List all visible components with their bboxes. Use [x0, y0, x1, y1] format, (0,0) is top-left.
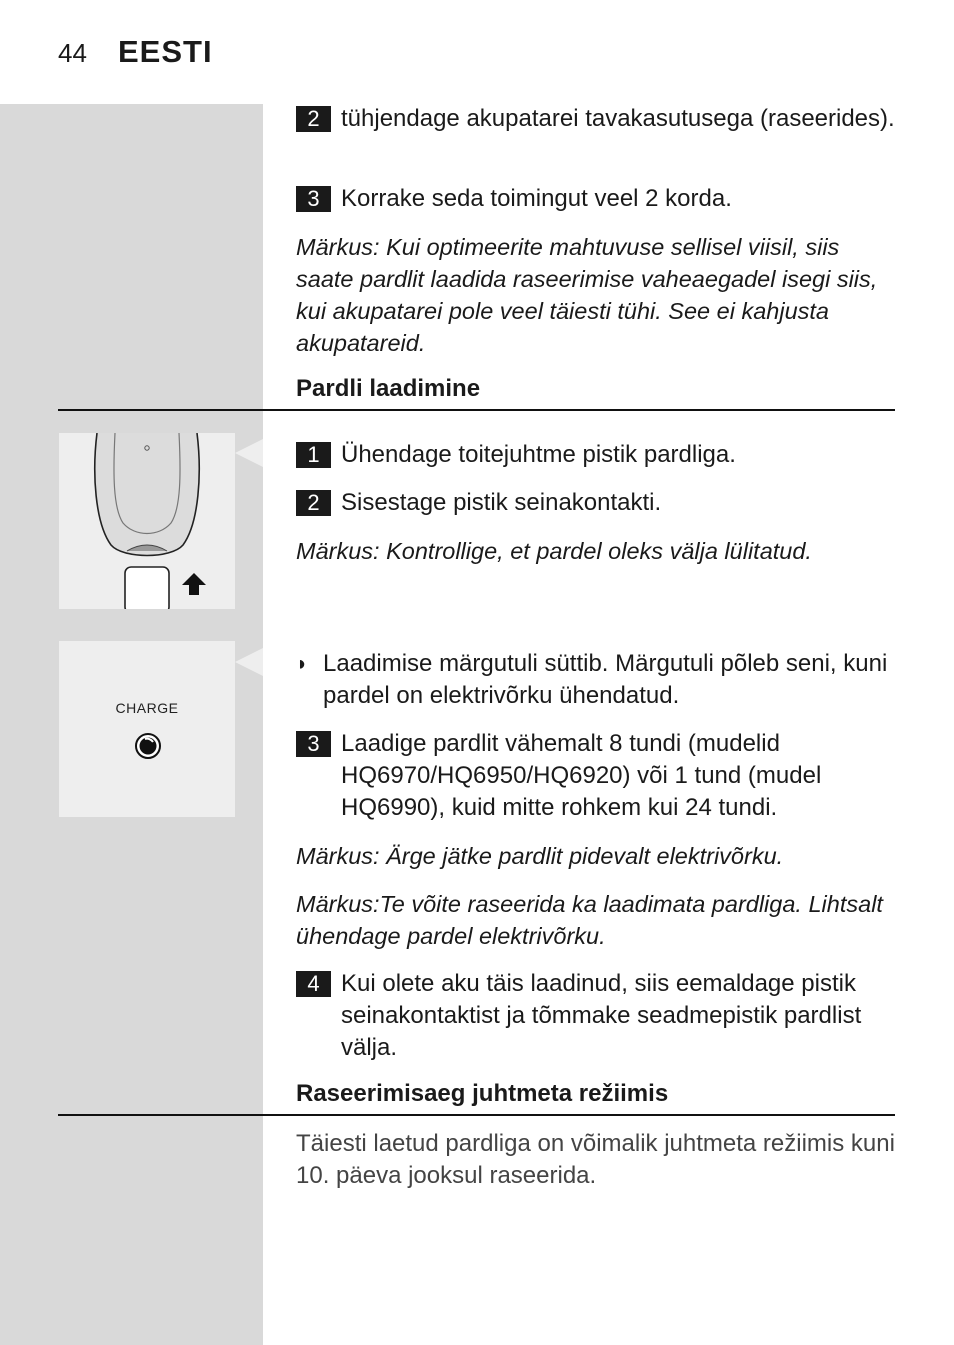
step-text: Ühendage toitejuhtme pistik pardliga. [341, 441, 736, 468]
step-item [296, 183, 896, 215]
step-text: Kui olete aku täis laadinud, siis eemaldage pistik seinakontaktist ja tõmmake seadmepistik pardlist välja. [341, 970, 862, 1061]
body-text: Täiesti laetud pardliga on võimalik juhtmeta režiimis kuni 10. päeva jooksul raseerida. [296, 1130, 895, 1189]
page-number: 44 [58, 38, 87, 68]
charge-light-icon [59, 641, 235, 817]
bullet-text: Laadimise märgutuli süttib. Märgutuli põleb seni, kuni pardel on elektrivõrku ühendatud. [323, 650, 888, 709]
step-text: Laadige pardlit vähemalt 8 tundi (mudelid HQ6970/HQ6950/HQ6920) või 1 tund (mudel HQ6990), kuid mitte rohkem kui 24 tundi. [341, 730, 822, 821]
step-item [296, 103, 896, 135]
step-text: Sisestage pistik seinakontakti. [341, 489, 662, 516]
step-number: 3 [296, 186, 331, 212]
shaver-plug-illustration [59, 433, 235, 609]
bullet-marker-icon: ◗ [296, 653, 309, 675]
step-item [296, 968, 896, 1064]
step-item [296, 439, 896, 471]
step-item [296, 728, 896, 824]
section-heading: Raseerimisaeg juhtmeta režiimis [296, 1080, 669, 1107]
bullet-item [296, 648, 896, 712]
shaver-plug-drawing [59, 433, 235, 609]
step-number: 1 [296, 442, 331, 468]
note-text: Märkus:Te võite raseerida ka laadimata pardliga. Lihtsalt ühendage pardel elektrivõrku. [296, 891, 883, 949]
page-language-title: EESTI [118, 34, 213, 69]
note-text: Märkus: Ärge jätke pardlit pidevalt elektrivõrku. [296, 843, 784, 869]
note-text: Märkus: Kui optimeerite mahtuvuse sellisel viisil, siis saate pardlit laadida raseerimise vaheaegadel isegi siis, kui akupatarei pole veel täiesti tühi. See ei kahjusta akupatareid. [296, 234, 878, 356]
charge-indicator-illustration [59, 641, 235, 817]
section-divider [58, 1114, 895, 1116]
note-text: Märkus: Kontrollige, et pardel oleks välja lülitatud. [296, 538, 812, 564]
callout-pointer [235, 648, 263, 676]
callout-pointer [235, 439, 263, 467]
step-number: 2 [296, 106, 331, 132]
step-number: 3 [296, 731, 331, 757]
charge-label: CHARGE [115, 700, 179, 716]
step-text: Korrake seda toimingut veel 2 korda. [341, 185, 732, 212]
step-number: 2 [296, 490, 331, 516]
section-heading: Pardli laadimine [296, 375, 481, 402]
step-number: 4 [296, 971, 331, 997]
step-item [296, 487, 896, 519]
section-divider [58, 409, 895, 411]
step-text: tühjendage akupatarei tavakasutusega (raseerides). [341, 105, 895, 132]
